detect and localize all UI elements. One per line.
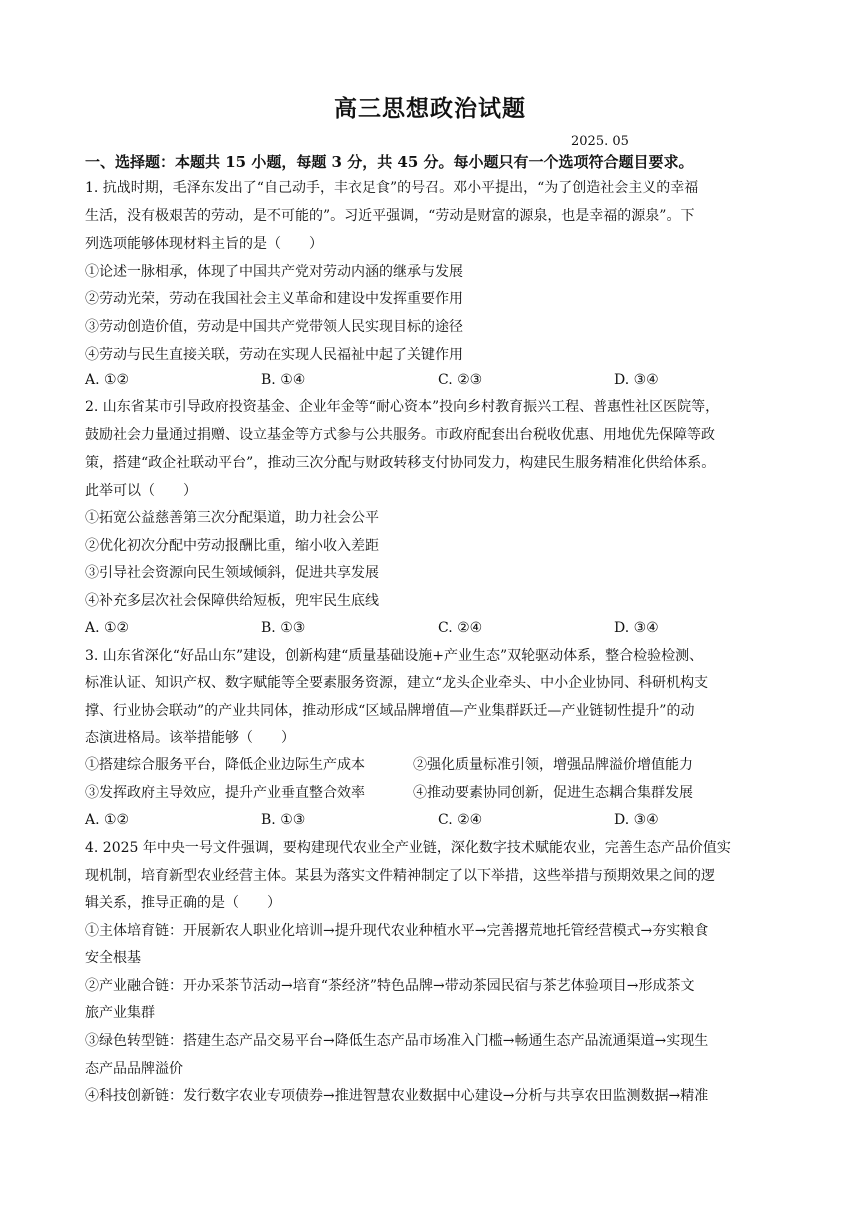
q4-statement: ③绿色转型链：搭建生态产品交易平台→降低生态产品市场准入门槛→畅通生态产品流通渠道→实现生 <box>85 1033 709 1049</box>
q1-stem-line: 生活，没有极艰苦的劳动，是不可能的”。习近平强调，“劳动是财富的源泉，也是幸福的源泉”。下 <box>85 208 695 224</box>
q2-statement: ③引导社会资源向民生领域倾斜，促进共享发展 <box>85 565 379 581</box>
q4-statement: 态产品品牌溢价 <box>85 1061 183 1077</box>
q1-option-b: B. ①④ <box>261 372 306 388</box>
q4-statement: 旅产业集群 <box>85 1005 155 1021</box>
q1-statement: ④劳动与民生直接关联，劳动在实现人民福祉中起了关键作用 <box>85 347 463 363</box>
q3-option-d: D. ③④ <box>614 812 659 828</box>
q2-stem-line: 此举可以（ ） <box>85 483 197 499</box>
q3-stem-line: 3. 山东省深化“好品山东”建设，创新构建“质量基础设施+产业生态”双轮驱动体系，整合检验检测、 <box>85 648 704 664</box>
q2-option-c: C. ②④ <box>438 620 483 636</box>
q4-stem-line: 4. 2025 年中央一号文件强调，要构建现代农业全产业链，深化数字技术赋能农业，完善生态产品价值实 <box>85 840 731 856</box>
q4-statement: ②产业融合链：开办采茶节活动→培育“茶经济”特色品牌→带动茶园民宿与茶艺体验项目→形成茶文 <box>85 978 695 994</box>
q3-option-c: C. ②④ <box>438 812 483 828</box>
q4-statement: 安全根基 <box>85 950 141 966</box>
q1-stem-line: 列选项能够体现材料主旨的是（ ） <box>85 236 323 252</box>
q2-stem-line: 策，搭建“政企社联动平台”，推动三次分配与财政转移支付协同发力，构建民生服务精准化供给体系。 <box>85 455 716 471</box>
q1-stem-line: 1. 抗战时期，毛泽东发出了“自己动手，丰衣足食”的号召。邓小平提出，“为了创造社会主义的幸福 <box>85 180 699 196</box>
q4-stem-line: 现机制，培育新型农业经营主体。某县为落实文件精神制定了以下举措，这些举措与预期效果之间的逻 <box>85 868 715 884</box>
q1-option-c: C. ②③ <box>438 372 483 388</box>
q3-stem-line: 撑、行业协会联动”的产业共同体，推动形成“区域品牌增值—产业集群跃迁—产业链韧性提升”的动 <box>85 703 695 719</box>
q1-statement: ③劳动创造价值，劳动是中国共产党带领人民实现目标的途径 <box>85 319 463 335</box>
q2-statement: ①拓宽公益慈善第三次分配渠道，助力社会公平 <box>85 510 379 526</box>
q2-stem-line: 鼓励社会力量通过捐赠、设立基金等方式参与公共服务。市政府配套出台税收优惠、用地优先保障等政 <box>85 427 715 443</box>
q3-option-a: A. ①② <box>85 812 130 828</box>
q1-statement: ①论述一脉相承，体现了中国共产党对劳动内涵的继承与发展 <box>85 264 463 280</box>
q3-statement: ①搭建综合服务平台，降低企业边际生产成本 <box>85 757 365 773</box>
q4-stem-line: 辑关系，推导正确的是（ ） <box>85 895 281 911</box>
q4-statement: ①主体培育链：开展新农人职业化培训→提升现代农业种植水平→完善撂荒地托管经营模式→夯实粮食 <box>85 923 709 939</box>
q2-statement: ②优化初次分配中劳动报酬比重，缩小收入差距 <box>85 538 379 554</box>
q3-statement: ③发挥政府主导效应，提升产业垂直整合效率 <box>85 785 365 801</box>
q3-option-b: B. ①③ <box>261 812 306 828</box>
q2-statement: ④补充多层次社会保障供给短板，兜牢民生底线 <box>85 593 379 609</box>
q2-option-a: A. ①② <box>85 620 130 636</box>
q3-statement: ④推动要素协同创新，促进生态耦合集群发展 <box>413 785 693 801</box>
q1-option-d: D. ③④ <box>614 372 659 388</box>
q3-stem-line: 标准认证、知识产权、数字赋能等全要素服务资源，建立“龙头企业牵头、中小企业协同、科研机构支 <box>85 675 709 691</box>
q1-statement: ②劳动光荣，劳动在我国社会主义革命和建设中发挥重要作用 <box>85 291 463 307</box>
q2-option-b: B. ①③ <box>261 620 306 636</box>
exam-title: 高三思想政治试题 <box>334 95 526 122</box>
q3-statement: ②强化质量标准引领，增强品牌溢价增值能力 <box>413 757 693 773</box>
section-heading: 一、选择题：本题共 15 小题，每题 3 分，共 45 分。每小题只有一个选项符合题目要求。 <box>85 153 694 171</box>
q2-stem-line: 2. 山东省某市引导政府投资基金、企业年金等“耐心资本”投向乡村教育振兴工程、普惠性社区医院等， <box>85 399 720 415</box>
q2-option-d: D. ③④ <box>614 620 659 636</box>
q4-statement: ④科技创新链：发行数字农业专项债券→推进智慧农业数据中心建设→分析与共享农田监测数据→精准 <box>85 1088 709 1104</box>
q1-option-a: A. ①② <box>85 372 130 388</box>
q3-stem-line: 态演进格局。该举措能够（ ） <box>85 730 295 746</box>
exam-date: 2025. 05 <box>571 134 629 149</box>
